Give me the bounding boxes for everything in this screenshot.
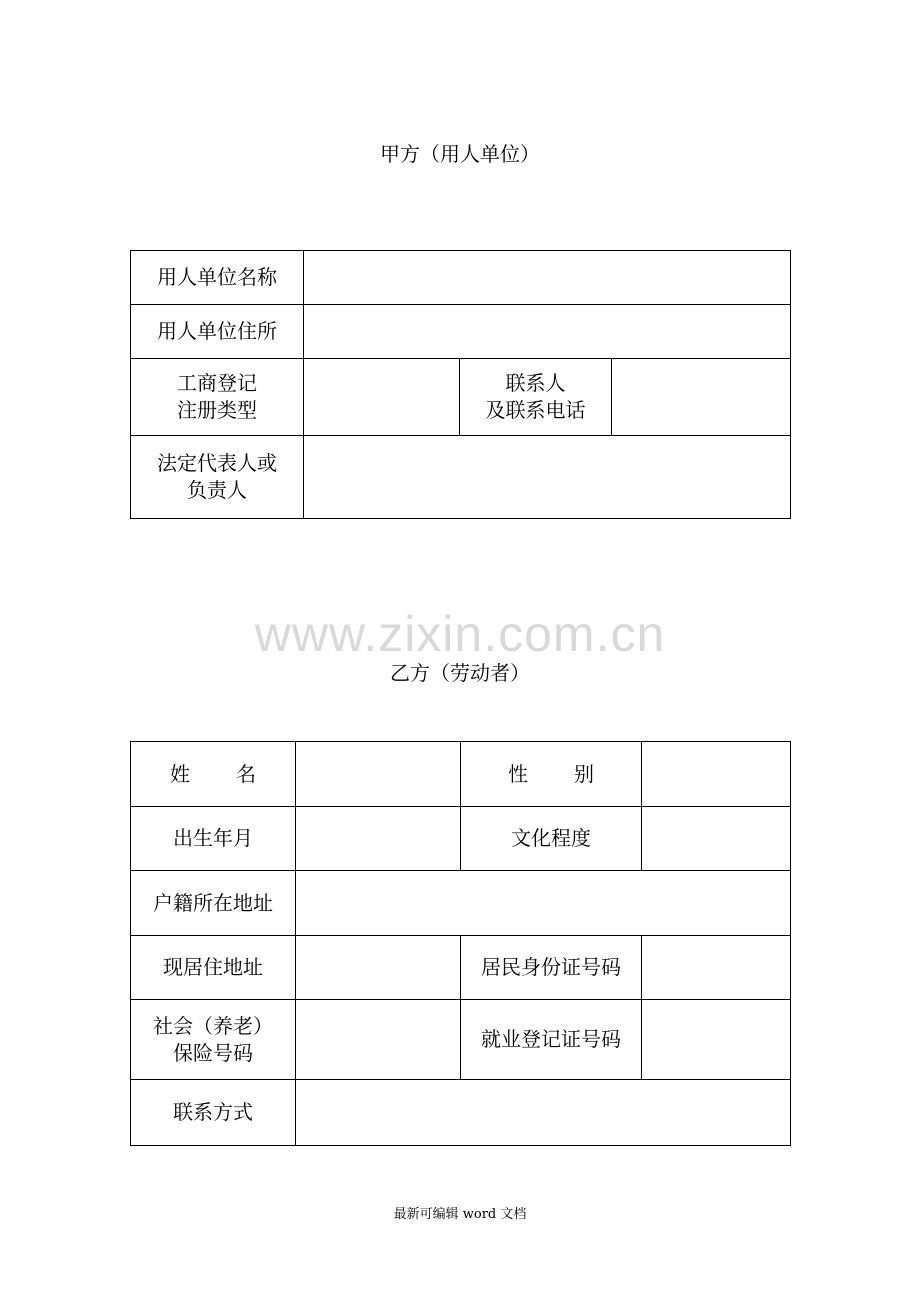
employment-registration-field[interactable] [642, 1000, 791, 1080]
gender-label: 性 别 [461, 742, 642, 807]
footer-note: 最新可编辑 word 文档 [393, 1207, 527, 1222]
unit-name-field[interactable] [304, 251, 791, 305]
employment-registration-label: 就业登记证号码 [461, 1000, 642, 1080]
insurance-number-label: 社会（养老） 保险号码 [131, 1000, 296, 1080]
gender-field[interactable] [642, 742, 791, 807]
contact-method-field[interactable] [296, 1080, 791, 1146]
unit-name-label: 用人单位名称 [131, 251, 304, 305]
id-number-field[interactable] [642, 936, 791, 1000]
legal-representative-label: 法定代表人或 负责人 [131, 436, 304, 519]
contact-phone-field[interactable] [612, 359, 791, 436]
insurance-number-field[interactable] [296, 1000, 461, 1080]
current-address-label: 现居住地址 [131, 936, 296, 1000]
education-label: 文化程度 [461, 807, 642, 871]
legal-representative-field[interactable] [304, 436, 791, 519]
party-b-table [130, 741, 791, 1146]
watermark: www.zixin.com.cn [254, 606, 666, 662]
household-address-label: 户籍所在地址 [131, 871, 296, 936]
name-label: 姓 名 [131, 742, 296, 807]
birth-date-field[interactable] [296, 807, 461, 871]
name-field[interactable] [296, 742, 461, 807]
contact-method-label: 联系方式 [131, 1080, 296, 1146]
party-a-table [130, 250, 791, 519]
birth-date-label: 出生年月 [131, 807, 296, 871]
current-address-field[interactable] [296, 936, 461, 1000]
education-field[interactable] [642, 807, 791, 871]
household-address-field[interactable] [296, 871, 791, 936]
id-number-label: 居民身份证号码 [461, 936, 642, 1000]
unit-address-field[interactable] [304, 305, 791, 359]
registration-type-label: 工商登记 注册类型 [131, 359, 304, 436]
registration-type-field[interactable] [304, 359, 460, 436]
party-b-heading: 乙方（劳动者） [390, 661, 530, 685]
unit-address-label: 用人单位住所 [131, 305, 304, 359]
party-a-heading: 甲方（用人单位） [380, 142, 540, 166]
contact-phone-label: 联系人 及联系电话 [460, 359, 612, 436]
